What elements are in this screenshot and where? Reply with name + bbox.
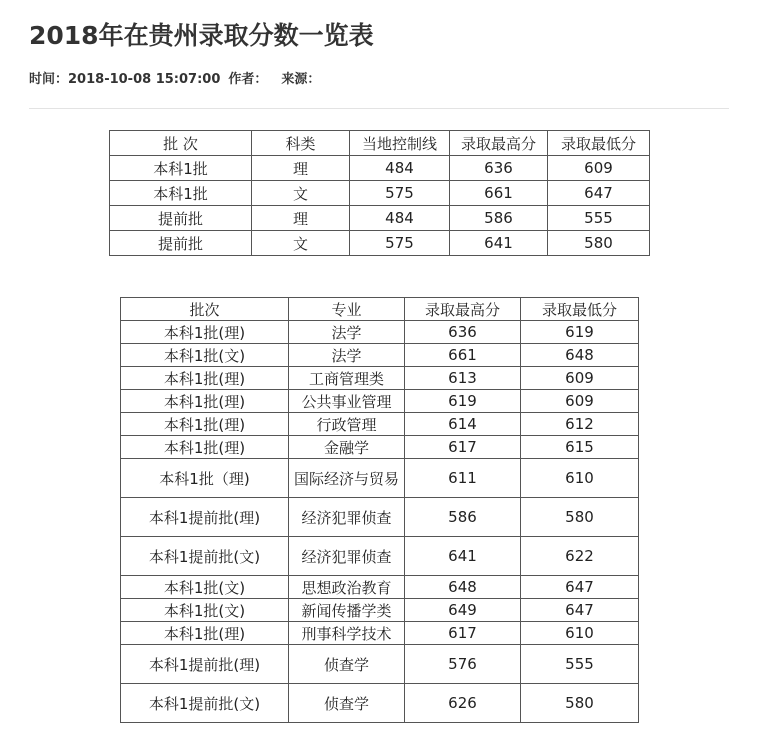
max-score-cell: 626 [405,684,521,723]
author-label: 作者： [228,72,268,87]
batch-cell: 本科1批(理) [121,390,289,413]
major-score-table [120,297,639,723]
batch-cell: 本科1批 [110,181,252,206]
table-header-row [121,298,639,321]
control-line-cell: 575 [350,231,450,256]
page-title: 2018年在贵州录取分数一览表 [29,21,374,50]
category-cell: 理 [252,156,350,181]
min-score-cell: 622 [521,537,639,576]
batch-cell: 本科1批(理) [121,321,289,344]
major-cell: 新闻传播学类 [289,599,405,622]
control-line-cell: 575 [350,181,450,206]
min-score-cell: 647 [521,576,639,599]
major-cell: 经济犯罪侦查 [289,537,405,576]
max-score-cell: 611 [405,459,521,498]
table-row [121,344,639,367]
batch-score-table [109,130,650,256]
control-line-cell: 484 [350,156,450,181]
max-score-cell: 586 [405,498,521,537]
max-score-cell: 586 [450,206,548,231]
max-score-cell: 648 [405,576,521,599]
header-cell: 专业 [289,298,405,321]
table-row [121,576,639,599]
table-row [121,684,639,723]
batch-cell: 本科1批(理) [121,622,289,645]
major-cell: 侦查学 [289,645,405,684]
header-cell: 批 次 [110,131,252,156]
min-score-cell: 609 [521,367,639,390]
min-score-cell: 555 [521,645,639,684]
min-score-cell: 619 [521,321,639,344]
time-value: 2018-10-08 15:07:00 [68,72,221,87]
min-score-cell: 647 [521,599,639,622]
header-cell: 科类 [252,131,350,156]
batch-cell: 本科1批（理) [121,459,289,498]
header-cell: 批次 [121,298,289,321]
min-score-cell: 612 [521,413,639,436]
header-cell: 录取最高分 [450,131,548,156]
major-cell: 公共事业管理 [289,390,405,413]
header-cell: 当地控制线 [350,131,450,156]
max-score-cell: 617 [405,622,521,645]
table-row [121,321,639,344]
table-row [121,537,639,576]
batch-cell: 本科1批(文) [121,344,289,367]
major-cell: 思想政治教育 [289,576,405,599]
table-row [121,645,639,684]
header-cell: 录取最低分 [548,131,650,156]
major-cell: 金融学 [289,436,405,459]
major-cell: 法学 [289,321,405,344]
time-label: 时间： [29,72,69,87]
table-row [121,498,639,537]
max-score-cell: 614 [405,413,521,436]
batch-cell: 本科1批(理) [121,436,289,459]
max-score-cell: 641 [405,537,521,576]
min-score-cell: 615 [521,436,639,459]
category-cell: 理 [252,206,350,231]
table-row [110,231,650,256]
min-score-cell: 580 [521,684,639,723]
table-header-row [110,131,650,156]
min-score-cell: 609 [548,156,650,181]
table-row [121,390,639,413]
table-row [121,622,639,645]
batch-cell: 本科1批 [110,156,252,181]
table-row [110,181,650,206]
table-row [121,413,639,436]
major-cell: 工商管理类 [289,367,405,390]
min-score-cell: 609 [521,390,639,413]
max-score-cell: 661 [405,344,521,367]
major-cell: 经济犯罪侦查 [289,498,405,537]
max-score-cell: 661 [450,181,548,206]
header-cell: 录取最低分 [521,298,639,321]
table-row [121,599,639,622]
major-cell: 行政管理 [289,413,405,436]
batch-cell: 提前批 [110,206,252,231]
table-row [121,436,639,459]
batch-cell: 本科1提前批(理) [121,498,289,537]
article-meta [29,70,320,90]
min-score-cell: 580 [521,498,639,537]
min-score-cell: 610 [521,459,639,498]
table-row [110,206,650,231]
min-score-cell: 648 [521,344,639,367]
major-cell: 刑事科学技术 [289,622,405,645]
source-label: 来源： [281,72,321,87]
max-score-cell: 576 [405,645,521,684]
batch-cell: 本科1批(文) [121,599,289,622]
major-cell: 法学 [289,344,405,367]
table-row [121,459,639,498]
batch-cell: 提前批 [110,231,252,256]
category-cell: 文 [252,181,350,206]
table-row [121,367,639,390]
max-score-cell: 613 [405,367,521,390]
min-score-cell: 610 [521,622,639,645]
batch-cell: 本科1提前批(文) [121,537,289,576]
batch-cell: 本科1批(文) [121,576,289,599]
max-score-cell: 619 [405,390,521,413]
min-score-cell: 555 [548,206,650,231]
min-score-cell: 647 [548,181,650,206]
min-score-cell: 580 [548,231,650,256]
max-score-cell: 636 [405,321,521,344]
table-row [110,156,650,181]
control-line-cell: 484 [350,206,450,231]
batch-cell: 本科1提前批(文) [121,684,289,723]
header-cell: 录取最高分 [405,298,521,321]
category-cell: 文 [252,231,350,256]
max-score-cell: 617 [405,436,521,459]
batch-cell: 本科1批(理) [121,367,289,390]
major-cell: 国际经济与贸易 [289,459,405,498]
batch-cell: 本科1批(理) [121,413,289,436]
max-score-cell: 641 [450,231,548,256]
header-divider [29,108,729,109]
max-score-cell: 636 [450,156,548,181]
batch-cell: 本科1提前批(理) [121,645,289,684]
max-score-cell: 649 [405,599,521,622]
major-cell: 侦查学 [289,684,405,723]
